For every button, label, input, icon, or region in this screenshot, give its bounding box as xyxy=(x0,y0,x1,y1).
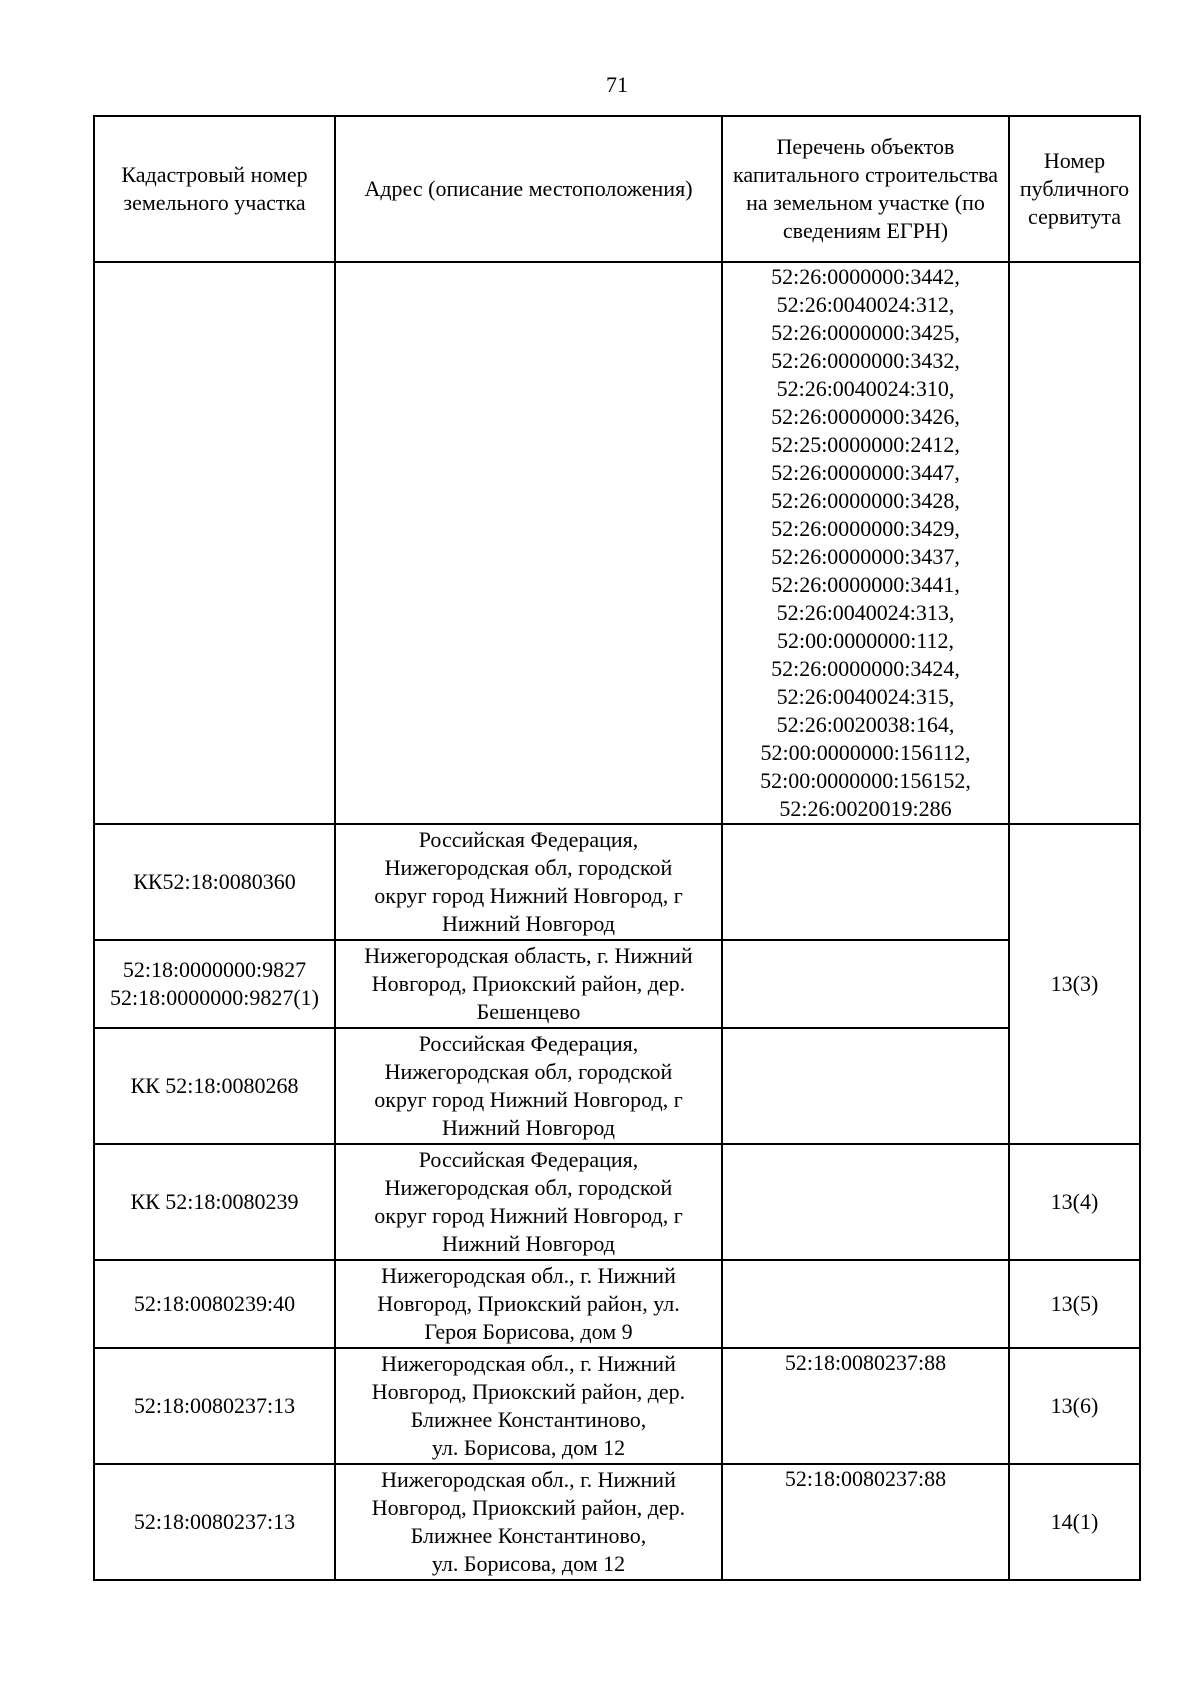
cell-address-empty xyxy=(335,262,722,824)
objects-code-list xyxy=(726,263,1005,823)
header-address: Адрес (описание местоположения) xyxy=(335,116,722,262)
cell-objects-list xyxy=(722,262,1009,824)
cell-cadastral: 52:18:0000000:9827 52:18:0000000:9827(1) xyxy=(94,940,335,1028)
cell-cadastral: 52:18:0080239:40 xyxy=(94,1260,335,1348)
object-code: 52:00:0000000:156152, xyxy=(760,768,971,793)
object-code: 52:00:0000000:156112, xyxy=(760,740,971,765)
cell-objects xyxy=(722,940,1009,1028)
cell-address: Нижегородская обл., г. Нижний Новгород, Приокский район, дер. Ближнее Константиново, ул. Борисова, дом 12 xyxy=(335,1348,722,1464)
cell-cadastral: КК 52:18:0080268 xyxy=(94,1028,335,1144)
cell-servitude: 13(6) xyxy=(1009,1348,1140,1464)
cell-objects xyxy=(722,824,1009,940)
table-row xyxy=(94,1028,1140,1144)
cell-cadastral: КК52:18:0080360 xyxy=(94,824,335,940)
cell-objects xyxy=(722,1260,1009,1348)
table-row xyxy=(94,1144,1140,1260)
cell-servitude: 14(1) xyxy=(1009,1464,1140,1580)
cell-objects: 52:18:0080237:88 xyxy=(722,1348,1009,1464)
object-code: 52:26:0040024:310, xyxy=(776,376,955,401)
table-row xyxy=(94,1260,1140,1348)
page-number: 71 xyxy=(606,72,628,97)
object-code: 52:26:0000000:3437, xyxy=(771,544,960,569)
cell-objects xyxy=(722,1144,1009,1260)
object-code: 52:26:0000000:3442, xyxy=(771,264,960,289)
header-servitude-number: Номер публичного сервитута xyxy=(1009,116,1140,262)
cell-cadastral: 52:18:0080237:13 xyxy=(94,1464,335,1580)
table-row xyxy=(94,1348,1140,1464)
object-code: 52:26:0040024:315, xyxy=(776,684,955,709)
header-objects-list: Перечень объектов капитального строительства на земельном участке (по сведениям ЕГРН) xyxy=(722,116,1009,262)
object-code: 52:25:0000000:2412, xyxy=(771,432,960,457)
cell-objects xyxy=(722,1028,1009,1144)
cell-address: Российская Федерация, Нижегородская обл, городской округ город Нижний Новгород, г Нижний Новгород xyxy=(335,1144,722,1260)
object-code: 52:26:0020019:286 xyxy=(779,796,952,821)
table-row xyxy=(94,940,1140,1028)
object-code: 52:26:0000000:3425, xyxy=(771,320,960,345)
object-code: 52:00:0000000:112, xyxy=(776,628,955,653)
object-code: 52:26:0000000:3441, xyxy=(771,572,960,597)
object-code: 52:26:0040024:312, xyxy=(776,292,955,317)
cell-objects: 52:18:0080237:88 xyxy=(722,1464,1009,1580)
cell-address: Российская Федерация, Нижегородская обл, городской округ город Нижний Новгород, г Нижний Новгород xyxy=(335,824,722,940)
cell-cadastral: 52:18:0080237:13 xyxy=(94,1348,335,1464)
table-row xyxy=(94,1464,1140,1580)
cell-address: Нижегородская область, г. Нижний Новгород, Приокский район, дер. Бешенцево xyxy=(335,940,722,1028)
object-code: 52:26:0040024:313, xyxy=(776,600,955,625)
cell-cadastral-empty xyxy=(94,262,335,824)
cell-servitude: 13(5) xyxy=(1009,1260,1140,1348)
table-header-row xyxy=(94,116,1140,262)
object-code: 52:26:0000000:3424, xyxy=(771,656,960,681)
object-code: 52:26:0000000:3428, xyxy=(771,488,960,513)
table-row xyxy=(94,824,1140,940)
table-row-continued xyxy=(94,262,1140,824)
cell-address: Нижегородская обл., г. Нижний Новгород, Приокский район, дер. Ближнее Константиново, ул. Борисова, дом 12 xyxy=(335,1464,722,1580)
cell-cadastral: КК 52:18:0080239 xyxy=(94,1144,335,1260)
cell-address: Нижегородская обл., г. Нижний Новгород, Приокский район, ул. Героя Борисова, дом 9 xyxy=(335,1260,722,1348)
object-code: 52:26:0000000:3447, xyxy=(771,460,960,485)
cell-servitude: 13(4) xyxy=(1009,1144,1140,1260)
cell-servitude-empty xyxy=(1009,262,1140,824)
cell-servitude: 13(3) xyxy=(1009,824,1140,1144)
object-code: 52:26:0020038:164, xyxy=(776,712,955,737)
object-code: 52:26:0000000:3432, xyxy=(771,348,960,373)
header-cadastral-number: Кадастровый номер земельного участка xyxy=(94,116,335,262)
cell-address: Российская Федерация, Нижегородская обл, городской округ город Нижний Новгород, г Нижний Новгород xyxy=(335,1028,722,1144)
object-code: 52:26:0000000:3426, xyxy=(771,404,960,429)
object-code: 52:26:0000000:3429, xyxy=(771,516,960,541)
servitude-table xyxy=(93,115,1141,1581)
